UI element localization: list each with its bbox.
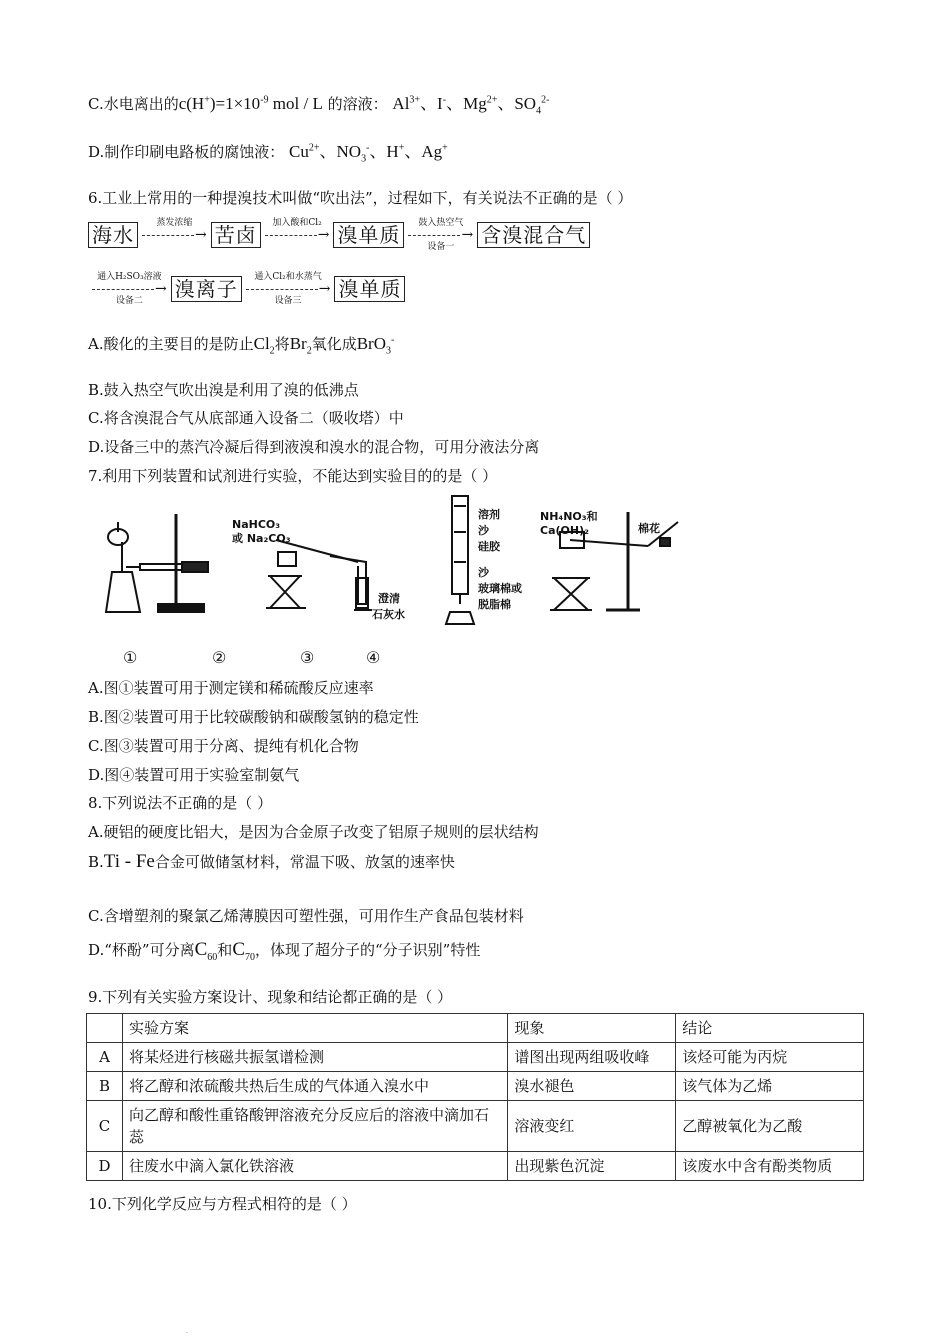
q9-stem: 9.下列有关实验方案设计、现象和结论都正确的是（ ） — [88, 988, 453, 1006]
label-cotton: 棉花 — [638, 522, 660, 535]
table-cell: 溶液变红 — [508, 1101, 676, 1152]
q5-c-ions — [392, 94, 550, 117]
q5-d-prefix: D.制作印刷电路板的腐蚀液： — [88, 143, 285, 161]
formula-sub: 60 — [207, 951, 218, 963]
arrow-label: 鼓入热空气 — [418, 218, 464, 228]
ion: 、NO — [319, 142, 362, 161]
table-header-cell: 实验方案 — [122, 1014, 507, 1043]
table-header-cell — [87, 1014, 123, 1043]
q8-d-suffix: ，体现了超分子的“分子识别”特性 — [255, 941, 481, 959]
formula-part: c(H — [178, 94, 205, 113]
formula-ti-fe: Ti - Fe — [103, 851, 155, 872]
q8-b-prefix: B. — [88, 853, 104, 871]
table-row — [87, 1043, 864, 1072]
flow-box-bromide: 溴离子 — [171, 276, 242, 302]
q6-option-a — [88, 334, 395, 357]
arrow-sublabel: 设备一 — [427, 242, 455, 252]
table-cell: 乙醇被氧化为乙酸 — [676, 1101, 864, 1152]
arrow-label: 蒸发浓缩 — [156, 218, 193, 228]
formula-sub: 3 — [385, 345, 391, 357]
ion: 、Ag — [404, 142, 443, 161]
ion-charge: 2- — [541, 94, 550, 106]
formula-sup: - — [390, 334, 395, 346]
formula-part: Br — [289, 334, 307, 353]
label-lime2: 石灰水 — [372, 608, 405, 621]
table-cell: 将某烃进行核磁共振氢谱检测 — [122, 1043, 507, 1072]
flow-box-bromine: 溴单质 — [333, 222, 404, 248]
label-na2co3: 或 Na₂CO₃ — [232, 532, 291, 545]
q5-d-ions — [289, 142, 448, 165]
table-cell: 将乙醇和浓硫酸共热后生成的气体通入溴水中 — [122, 1072, 507, 1101]
label-solvent: 溶剂 — [478, 508, 500, 521]
table-cell-key: C — [87, 1101, 123, 1152]
table-cell: 谱图出现两组吸收峰 — [508, 1043, 676, 1072]
arrow-sublabel: 设备二 — [115, 296, 143, 306]
table-cell: 该烃可能为丙烷 — [676, 1043, 864, 1072]
label-sand1: 沙 — [478, 524, 489, 537]
formula-cl2 — [253, 334, 275, 357]
ion-sub: 4 — [536, 105, 542, 117]
q6-a-mid: 将 — [274, 335, 290, 353]
fig-number-3: ③ — [300, 648, 315, 667]
ion-charge: + — [398, 142, 405, 154]
ion-charge: 2+ — [308, 142, 320, 154]
table-cell: 出现紫色沉淀 — [508, 1152, 676, 1181]
table-cell: 该气体为乙烯 — [676, 1072, 864, 1101]
flow-box-bromine-final: 溴单质 — [334, 276, 405, 302]
footer-dot: · — [186, 1330, 188, 1337]
label-glass2: 脱脂棉 — [478, 598, 511, 611]
ion-charge: 3+ — [409, 94, 421, 106]
q8-stem: 8.下列说法不正确的是（ ） — [88, 794, 273, 812]
q8-option-b — [88, 852, 455, 872]
arrow-sublabel: 设备三 — [274, 296, 302, 306]
formula-sup: -9 — [260, 94, 269, 106]
q5-c-suffix: 的溶液： — [327, 95, 388, 113]
formula-c60 — [194, 939, 218, 963]
label-caoh2: Ca(OH)₂ — [540, 524, 589, 537]
table-row — [87, 1101, 864, 1152]
formula-bro3 — [356, 334, 395, 357]
ion-charge: 2+ — [486, 94, 498, 106]
q6-option-b: B.鼓入热空气吹出溴是利用了溴的低沸点 — [88, 381, 359, 399]
formula-sub: 2 — [269, 345, 275, 357]
table-header-cell: 结论 — [676, 1014, 864, 1043]
flow-box-bittern: 苦卤 — [211, 222, 261, 248]
fig-number-2: ② — [212, 648, 227, 667]
q6-option-d: D.设备三中的蒸汽冷凝后得到液溴和溴水的混合物，可用分液法分离 — [88, 438, 540, 456]
q5-c-prefix: C.水电离出的 — [88, 95, 179, 113]
formula-unit: mol / L — [268, 94, 323, 113]
table-row — [87, 1072, 864, 1101]
formula-sup: + — [204, 94, 210, 106]
table-cell-key: D — [87, 1152, 123, 1181]
flow-box-seawater: 海水 — [88, 222, 138, 248]
q8-option-a: A.硬铝的硬度比铝大，是因为合金原子改变了铝原子规则的层状结构 — [88, 823, 539, 841]
ion: 、I — [420, 94, 443, 113]
apparatus-drawing — [100, 492, 690, 632]
formula-part: BrO — [356, 334, 386, 353]
ion-charge: - — [442, 94, 447, 106]
q7-option-a: A.图①装置可用于测定镁和稀硫酸反应速率 — [88, 679, 374, 697]
q5-option-c — [88, 94, 550, 117]
q6-a-mid2: 氧化成 — [311, 335, 357, 353]
q8-d-prefix: D.“杯酚”可分离 — [88, 941, 195, 959]
formula-part: )=1×10 — [209, 94, 261, 113]
q8-option-d — [88, 939, 481, 963]
formula-part: Cl — [253, 334, 270, 353]
table-header-cell: 现象 — [508, 1014, 676, 1043]
q6-option-c: C.将含溴混合气从底部通入设备二（吸收塔）中 — [88, 409, 404, 427]
formula-part: C — [232, 939, 245, 960]
ion: 、H — [369, 142, 399, 161]
table-cell: 往废水中滴入氯化铁溶液 — [122, 1152, 507, 1181]
table-cell: 该废水中含有酚类物质 — [676, 1152, 864, 1181]
q9-table — [86, 1013, 864, 1181]
q7-option-d: D.图④装置可用于实验室制氨气 — [88, 766, 300, 784]
flow-arrow: 通入H₂SO₃溶液 → 设备二 — [92, 272, 167, 306]
table-cell-key: A — [87, 1043, 123, 1072]
ion: 、SO — [497, 94, 537, 113]
fig-number-1: ① — [123, 648, 138, 667]
table-header-row — [87, 1014, 864, 1043]
q7-option-c: C.图③装置可用于分离、提纯有机化合物 — [88, 737, 359, 755]
arrow-label: 通入H₂SO₃溶液 — [97, 272, 162, 282]
formula-br2 — [289, 334, 312, 357]
flow-arrow: 通入Cl₂和水蒸气 → 设备三 — [246, 272, 331, 306]
q8-b-suffix: 合金可做储氢材料，常温下吸、放氢的速率快 — [154, 853, 455, 871]
q6-stem: 6.工业上常用的一种提溴技术叫做“吹出法”，过程如下，有关说法不正确的是（ ） — [88, 189, 633, 207]
arrow-label: 加入酸和Cl₂ — [272, 218, 322, 228]
q7-stem: 7.利用下列装置和试剂进行实验，不能达到实验目的的是（ ） — [88, 467, 498, 485]
ion: 、Mg — [446, 94, 487, 113]
label-lime1: 澄清 — [378, 592, 400, 605]
ion: Cu — [289, 142, 309, 161]
q5-option-d — [88, 142, 448, 165]
label-sand2: 沙 — [478, 566, 489, 579]
label-nahco3: NaHCO₃ — [232, 518, 281, 531]
ion: Al — [392, 94, 410, 113]
q8-option-c: C.含增塑剂的聚氯乙烯薄膜因可塑性强，可用作生产食品包装材料 — [88, 907, 524, 925]
flow-arrow: 加入酸和Cl₂ → — [265, 218, 330, 252]
formula-c70 — [232, 939, 255, 963]
q8-d-and: 和 — [217, 941, 233, 959]
flow-box-mixed-gas: 含溴混合气 — [477, 222, 590, 248]
q7-option-b: B.图②装置可用于比较碳酸钠和碳酸氢钠的稳定性 — [88, 708, 419, 726]
ion-sub: 3 — [361, 153, 367, 165]
flow-arrow: 鼓入热空气 → 设备一 — [408, 218, 473, 252]
formula-sub: 70 — [245, 951, 255, 963]
label-silica: 硅胶 — [478, 540, 500, 553]
q7-apparatus-figure — [100, 492, 690, 632]
label-glass1: 玻璃棉或 — [478, 582, 522, 595]
q10-stem: 10.下列化学反应与方程式相符的是（ ） — [88, 1195, 357, 1213]
arrow-label: 通入Cl₂和水蒸气 — [254, 272, 322, 282]
table-cell: 向乙醇和酸性重铬酸钾溶液充分反应后的溶液中滴加石蕊 — [122, 1101, 507, 1152]
label-nh4no3: NH₄NO₃和 — [540, 510, 598, 523]
fig-number-4: ④ — [366, 648, 381, 667]
ion-charge: - — [366, 142, 370, 154]
table-cell: 溴水褪色 — [508, 1072, 676, 1101]
q5-c-formula — [179, 94, 323, 113]
formula-sub: 2 — [306, 345, 312, 357]
flow-arrow: 蒸发浓缩 → — [142, 218, 207, 252]
formula-part: C — [194, 939, 208, 960]
q6-a-prefix: A.酸化的主要目的是防止 — [88, 335, 254, 353]
table-cell-key: B — [87, 1072, 123, 1101]
table-row — [87, 1152, 864, 1181]
ion-charge: + — [442, 142, 448, 154]
